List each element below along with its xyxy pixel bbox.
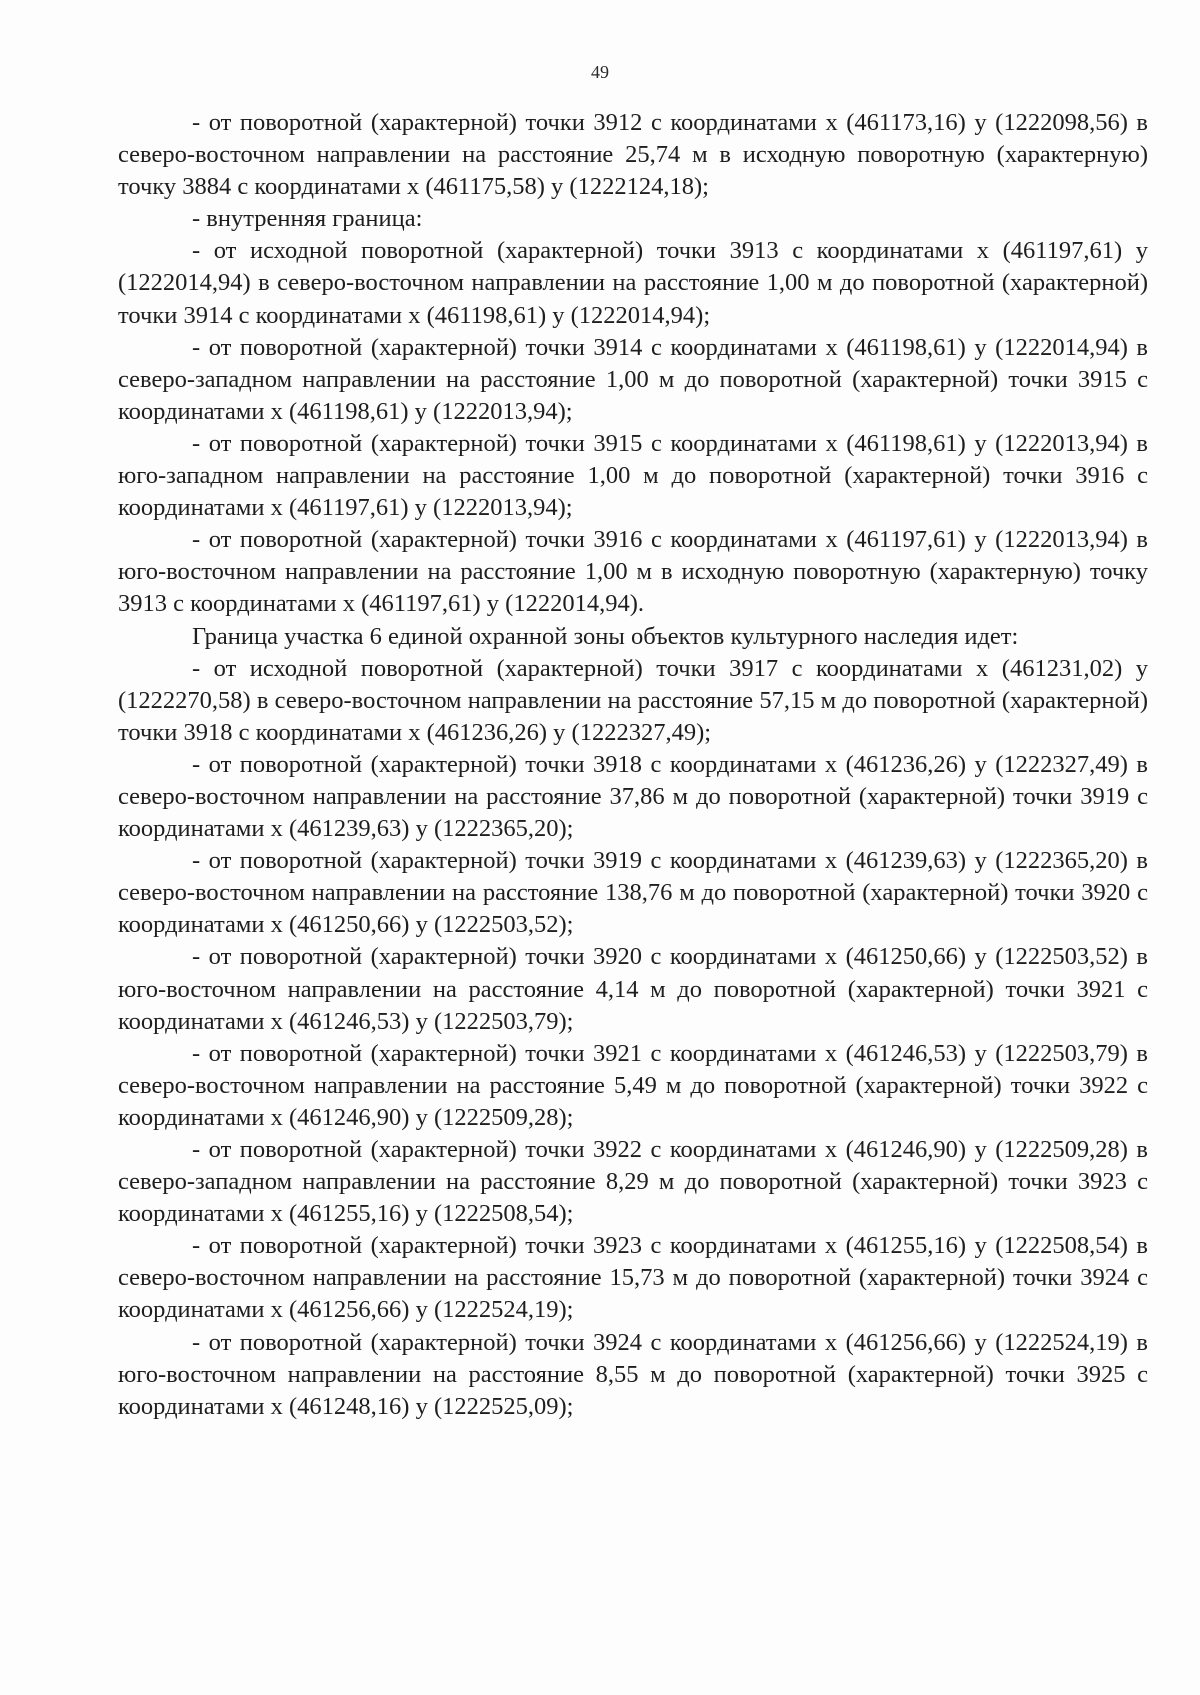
- paragraph: - от поворотной (характерной) точки 3912 с координатами x (461173,16) y (1222098,56) в северо-восточном направлении на расстояние 25,74 м в исходную поворотную (характерную) точку 3884 с координатами x (461175,58) y (1222124,18);: [118, 109, 1148, 201]
- paragraph: - от поворотной (характерной) точки 3924 с координатами x (461256,66) y (1222524,19) в юго-восточном направлении на расстояние 8,55 м до поворотной (характерной) точки 3925 с координатами x (461248,16) y (1222525,09);: [118, 1328, 1148, 1420]
- paragraph: - от поворотной (характерной) точки 3923 с координатами x (461255,16) y (1222508,54) в северо-восточном направлении на расстояние 15,73 м до поворотной (характерной) точки 3924 с координатами x (461256,66) y (1222524,19);: [118, 1232, 1148, 1324]
- page-number: 49: [591, 62, 609, 82]
- paragraph-inner-boundary-heading: - внутренняя граница:: [192, 205, 423, 233]
- paragraph: - от поворотной (характерной) точки 3914 с координатами x (461198,61) y (1222014,94) в северо-западном направлении на расстояние 1,00 м до поворотной (характерной) точки 3915 с координатами x (461198,61) y (1222013,94);: [118, 333, 1148, 425]
- paragraph: - от поворотной (характерной) точки 3922 с координатами x (461246,90) y (1222509,28) в северо-западном направлении на расстояние 8,29 м до поворотной (характерной) точки 3923 с координатами x (461255,16) y (1222508,54);: [118, 1136, 1148, 1228]
- paragraph: - от поворотной (характерной) точки 3921 с координатами x (461246,53) y (1222503,79) в северо-восточном направлении на расстояние 5,49 м до поворотной (характерной) точки 3922 с координатами x (461246,90) y (1222509,28);: [118, 1039, 1148, 1131]
- paragraph: - от исходной поворотной (характерной) точки 3913 с координатами x (461197,61) y (1222014,94) в северо-восточном направлении на расстояние 1,00 м до поворотной (характерной) точки 3914 с координатами x (461198,61) y (1222014,94);: [118, 237, 1148, 329]
- paragraph: - от поворотной (характерной) точки 3915 с координатами x (461198,61) y (1222013,94) в юго-западном направлении на расстояние 1,00 м до поворотной (характерной) точки 3916 с координатами x (461197,61) y (1222013,94);: [118, 429, 1148, 522]
- paragraph: - от поворотной (характерной) точки 3919 с координатами x (461239,63) y (1222365,20) в северо-восточном направлении на расстояние 138,76 м до поворотной (характерной) точки 3920 с координатами x (461250,66) y (1222503,52);: [118, 847, 1148, 939]
- paragraph: - от исходной поворотной (характерной) точки 3917 с координатами x (461231,02) y (1222270,58) в северо-восточном направлении на расстояние 57,15 м до поворотной (характерной) точки 3918 с координатами x (461236,26) y (1222327,49);: [118, 654, 1148, 746]
- paragraph: - от поворотной (характерной) точки 3920 с координатами x (461250,66) y (1222503,52) в юго-восточном направлении на расстояние 4,14 м до поворотной (характерной) точки 3921 с координатами x (461246,53) y (1222503,79);: [118, 943, 1148, 1035]
- document-body: [118, 107, 1148, 1423]
- paragraph: - от поворотной (характерной) точки 3916 с координатами x (461197,61) y (1222013,94) в юго-восточном направлении на расстояние 1,00 м в исходную поворотную (характерную) точку 3913 с координатами x (461197,61) y (1222014,94).: [118, 526, 1148, 618]
- paragraph-section-heading: Граница участка 6 единой охранной зоны объектов культурного наследия идет:: [192, 622, 1019, 650]
- paragraph: - от поворотной (характерной) точки 3918 с координатами x (461236,26) y (1222327,49) в северо-восточном направлении на расстояние 37,86 м до поворотной (характерной) точки 3919 с координатами x (461239,63) y (1222365,20);: [118, 750, 1148, 843]
